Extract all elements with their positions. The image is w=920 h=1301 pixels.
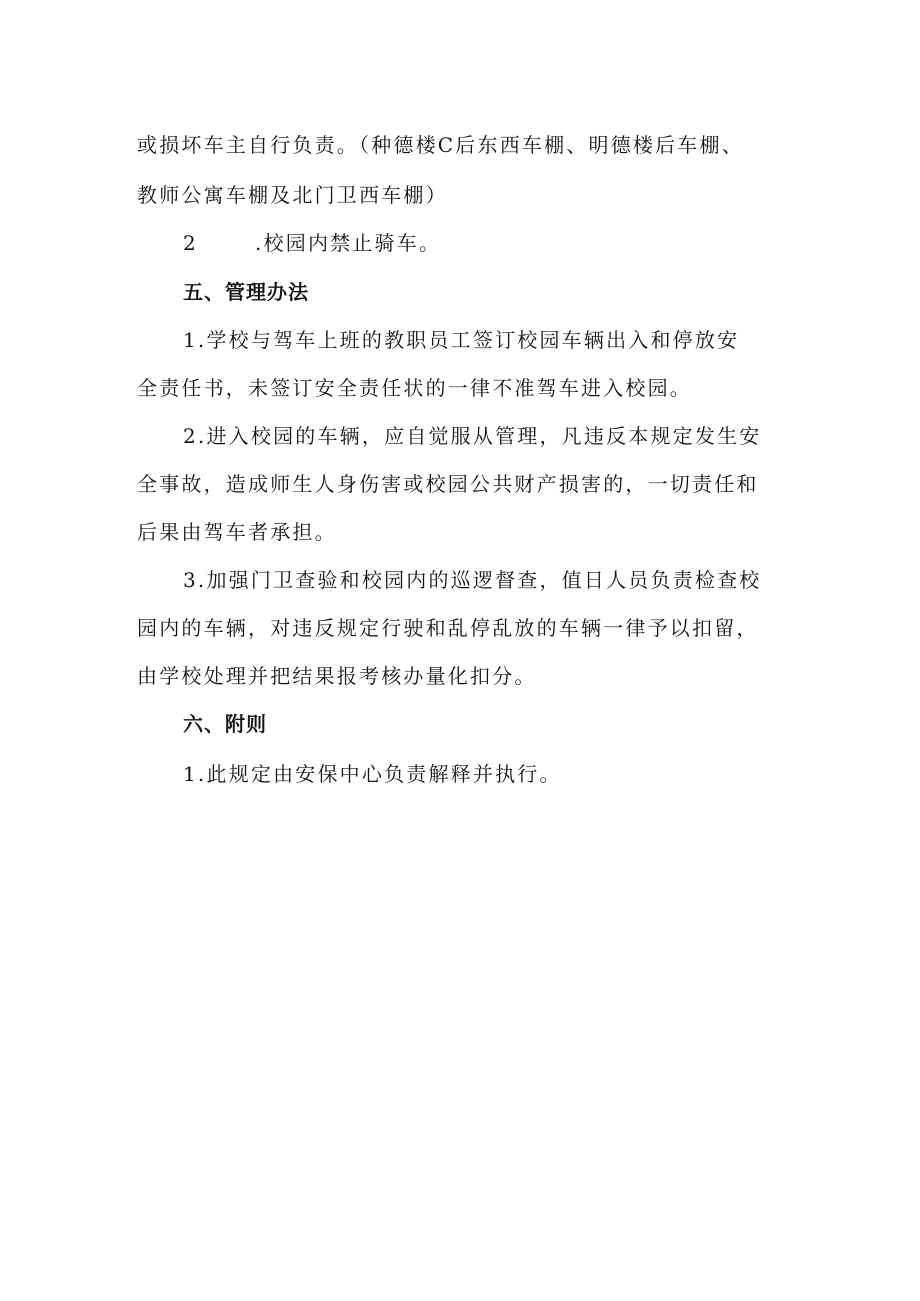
paragraph-line: 1.学校与驾车上班的教职员工签订校园车辆出入和停放安 xyxy=(183,328,740,352)
paragraph-line: 全责任书，未签订安全责任状的一律不准驾车进入校园。 xyxy=(137,376,692,400)
paragraph-line: 由学校处理并把结果报考核办量化扣分。 xyxy=(137,664,537,688)
paragraph-line: 园内的车辆，对违反规定行驶和乱停乱放的车辆一律予以扣留， xyxy=(137,616,759,640)
paragraph-line: 3.加强门卫查验和校园内的巡逻督查，值日人员负责检查校 xyxy=(183,568,762,592)
paragraph-line: 1.此规定由安保中心负责解释并执行。 xyxy=(183,762,562,786)
paragraph-line: 教师公寓车棚及北门卫西车棚） xyxy=(137,183,448,207)
paragraph-line: 2.进入校园的车辆，应自觉服从管理，凡违反本规定发生安 xyxy=(183,424,762,448)
paragraph-line: 全事故，造成师生人身伤害或校园公共财产损害的，一切责任和 xyxy=(137,472,759,496)
list-item-number: 2 xyxy=(183,231,198,255)
section-heading: 六、附则 xyxy=(183,712,267,736)
section-heading: 五、管理办法 xyxy=(183,280,309,304)
paragraph-line: 后果由驾车者承担。 xyxy=(137,520,337,544)
paragraph-line: 或损坏车主自行负责。（种德楼C后东西车棚、明德楼后车棚、 xyxy=(137,133,744,157)
list-item-text: .校园内禁止骑车。 xyxy=(255,231,442,255)
list-item xyxy=(0,229,920,257)
